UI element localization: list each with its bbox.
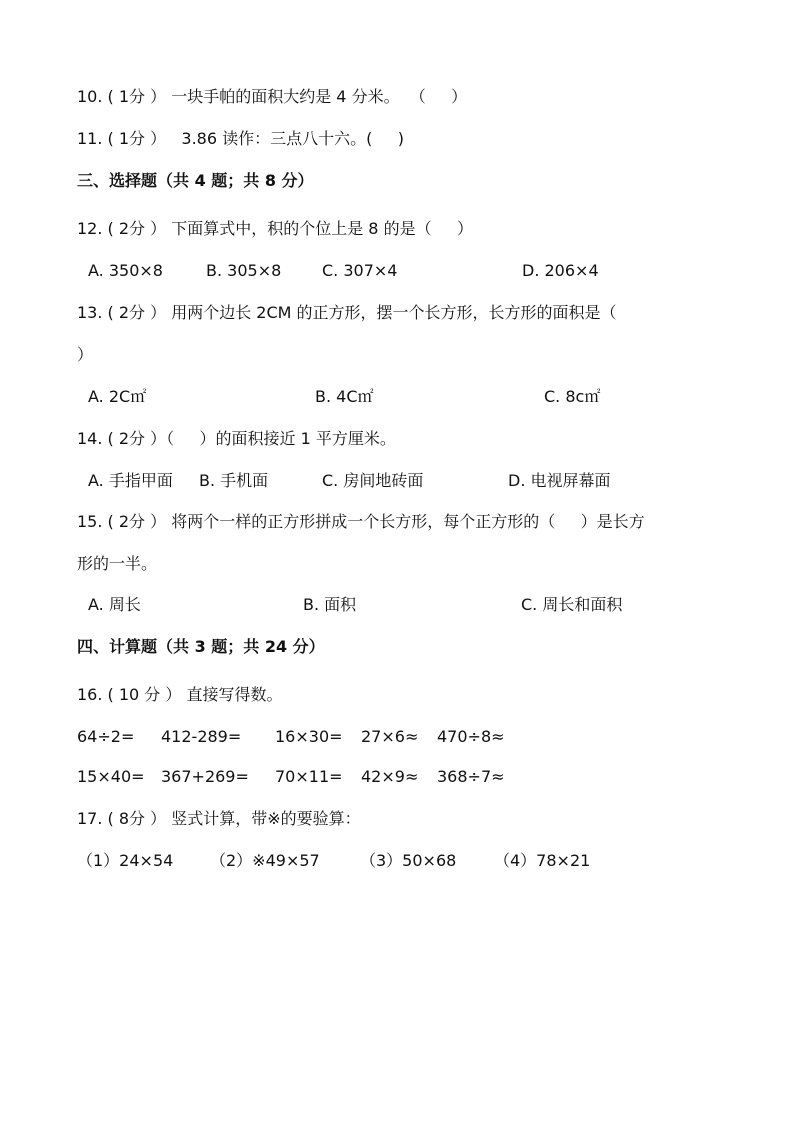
q12-option-b: B. 305×8	[206, 261, 282, 280]
question-13-line1: 13. ( 2分 ） 用两个边长 2CM 的正方形，摆一个长方形，长方形的面积是（	[77, 303, 617, 322]
q12-option-d: D. 206×4	[522, 261, 599, 280]
section-3-heading: 三、选择题（共 4 题；共 8 分）	[77, 171, 314, 190]
q16-r2-c5: 368÷7≈	[437, 767, 505, 786]
question-15-line2: 形的一半。	[77, 554, 158, 573]
q12-option-c: C. 307×4	[322, 261, 398, 280]
q13-option-a: A. 2C㎡	[88, 387, 147, 406]
q16-r2-c4: 42×9≈	[361, 767, 419, 786]
question-10: 10. ( 1分 ） 一块手帕的面积大约是 4 分米。 （ ）	[77, 87, 468, 106]
q16-r1-c1: 64÷2=	[77, 727, 135, 746]
q13-option-b: B. 4C㎡	[315, 387, 374, 406]
question-13-line2: ）	[77, 345, 94, 364]
q16-r1-c3: 16×30=	[275, 727, 343, 746]
q14-option-b: B. 手机面	[199, 471, 269, 490]
question-17: 17. ( 8分 ） 竖式计算，带※的要验算：	[77, 809, 361, 828]
q14-option-d: D. 电视屏幕面	[508, 471, 611, 490]
section-4-heading: 四、计算题（共 3 题；共 24 分）	[77, 637, 325, 656]
q16-r2-c3: 70×11=	[275, 767, 343, 786]
q12-option-a: A. 350×8	[88, 261, 163, 280]
q17-item-1: （1）24×54	[77, 851, 174, 870]
q17-item-3: （3）50×68	[360, 851, 457, 870]
q14-option-c: C. 房间地砖面	[322, 471, 424, 490]
q15-option-c: C. 周长和面积	[521, 595, 623, 614]
question-12: 12. ( 2分 ） 下面算式中，积的个位上是 8 的是（ ）	[77, 219, 473, 238]
q16-r2-c2: 367+269=	[161, 767, 249, 786]
q15-option-a: A. 周长	[88, 595, 141, 614]
q13-option-c: C. 8c㎡	[544, 387, 601, 406]
q16-r1-c4: 27×6≈	[361, 727, 419, 746]
q16-r2-c1: 15×40=	[77, 767, 145, 786]
question-16: 16. ( 10 分 ） 直接写得数。	[77, 685, 283, 704]
question-14: 14. ( 2分 ）（ ）的面积接近 1 平方厘米。	[77, 429, 396, 448]
question-15-line1: 15. ( 2分 ） 将两个一样的正方形拼成一个长方形，每个正方形的（ ）是长方	[77, 512, 645, 531]
q17-item-2: （2）※49×57	[210, 851, 320, 870]
q17-item-4: （4）78×21	[494, 851, 591, 870]
q15-option-b: B. 面积	[303, 595, 357, 614]
q16-r1-c5: 470÷8≈	[437, 727, 505, 746]
q14-option-a: A. 手指甲面	[88, 471, 173, 490]
question-11: 11. ( 1分 ） 3.86 读作：三点八十六。( )	[77, 129, 405, 148]
q16-r1-c2: 412-289=	[161, 727, 242, 746]
